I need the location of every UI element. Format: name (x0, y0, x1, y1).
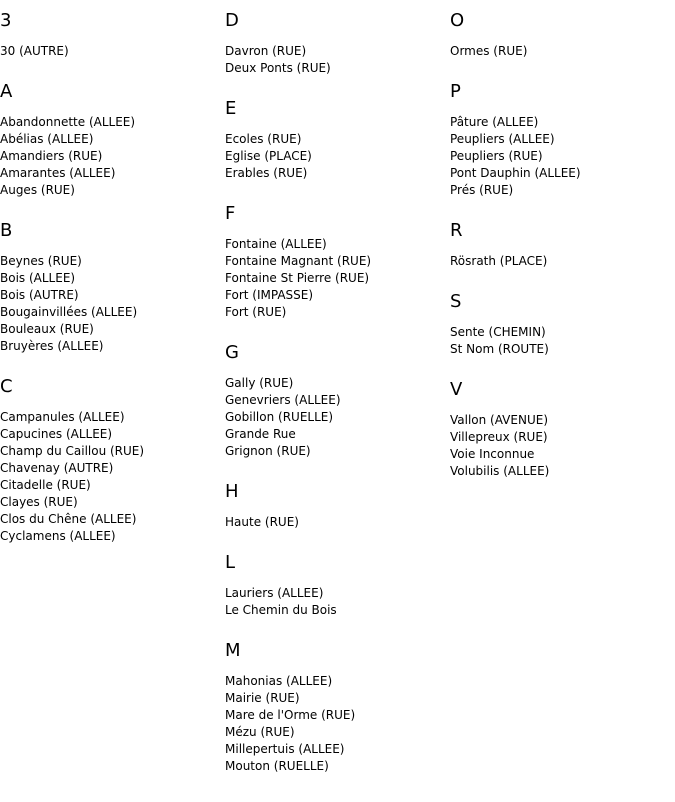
street-list-item (0, 477, 225, 494)
street-list-item (0, 321, 225, 338)
street-list-item (0, 114, 225, 131)
street-link[interactable]: Amandiers (RUE) (0, 149, 103, 163)
street-link[interactable]: Eglise (PLACE) (225, 149, 312, 163)
street-list (225, 43, 450, 77)
street-link[interactable]: Voie Inconnue (450, 447, 535, 461)
street-list-item (225, 443, 450, 460)
street-link[interactable]: Fort (IMPASSE) (225, 288, 314, 302)
street-link[interactable]: Haute (RUE) (225, 515, 299, 529)
street-list-item (225, 375, 450, 392)
street-link[interactable]: Genevriers (ALLEE) (225, 393, 341, 407)
street-list-item (0, 338, 225, 355)
street-list-item (225, 514, 450, 531)
street-list-item (450, 429, 675, 446)
street-list-item (0, 131, 225, 148)
letter-heading: P (450, 81, 461, 102)
letter-section (0, 219, 225, 355)
street-list-item (225, 741, 450, 758)
street-list-item (450, 446, 675, 463)
street-list-item (225, 287, 450, 304)
street-link[interactable]: Fontaine Magnant (RUE) (225, 254, 372, 268)
street-list (225, 236, 450, 321)
street-index-column-2 (225, 0, 450, 795)
street-link[interactable]: Bois (AUTRE) (0, 288, 79, 302)
street-link[interactable]: Capucines (ALLEE) (0, 427, 113, 441)
street-list-item (225, 304, 450, 321)
street-list (0, 253, 225, 355)
letter-section (450, 9, 675, 60)
street-link[interactable]: Pâture (ALLEE) (450, 115, 539, 129)
letter-section (450, 378, 675, 480)
letter-heading: D (225, 10, 239, 31)
street-list-item (450, 463, 675, 480)
street-link[interactable]: Gobillon (RUELLE) (225, 410, 334, 424)
street-list-item (450, 324, 675, 341)
street-list (450, 114, 675, 199)
street-list (450, 43, 675, 60)
street-list-item (225, 43, 450, 60)
street-list-item (0, 165, 225, 182)
street-list-item (225, 131, 450, 148)
street-list-item (225, 148, 450, 165)
street-link[interactable]: Ecoles (RUE) (225, 132, 302, 146)
street-list-item (225, 165, 450, 182)
street-list-item (0, 528, 225, 545)
street-link[interactable]: Le Chemin du Bois (225, 603, 337, 617)
street-list-item (450, 341, 675, 358)
street-list-item (225, 236, 450, 253)
street-list-item (225, 724, 450, 741)
street-list-item (225, 602, 450, 619)
street-list-item (450, 182, 675, 199)
street-link[interactable]: Auges (RUE) (0, 183, 75, 197)
street-link[interactable]: Pont Dauphin (ALLEE) (450, 166, 581, 180)
street-link[interactable]: Clos du Chêne (ALLEE) (0, 512, 137, 526)
letter-section (225, 341, 450, 460)
street-list (225, 514, 450, 531)
letter-heading: O (450, 10, 465, 31)
street-link[interactable]: Amarantes (ALLEE) (0, 166, 116, 180)
street-list-item (450, 253, 675, 270)
street-link[interactable]: Deux Ponts (RUE) (225, 61, 331, 75)
street-link[interactable]: Volubilis (ALLEE) (450, 464, 550, 478)
street-link[interactable]: Mairie (RUE) (225, 691, 300, 705)
street-link[interactable]: Abandonnette (ALLEE) (0, 115, 136, 129)
street-link[interactable]: Vallon (AVENUE) (450, 413, 548, 427)
street-list-item (0, 460, 225, 477)
letter-section (225, 9, 450, 77)
street-list-item (450, 131, 675, 148)
street-list-item (450, 148, 675, 165)
street-list (450, 412, 675, 480)
street-link[interactable]: Rösrath (PLACE) (450, 254, 548, 268)
letter-section (450, 80, 675, 199)
street-link[interactable]: Bougainvillées (ALLEE) (0, 305, 138, 319)
street-list (225, 673, 450, 775)
letter-section (225, 639, 450, 775)
street-link[interactable]: Champ du Caillou (RUE) (0, 444, 145, 458)
letter-section (225, 551, 450, 619)
street-link[interactable]: Grignon (RUE) (225, 444, 311, 458)
street-list (225, 375, 450, 460)
street-link[interactable]: Mare de l'Orme (RUE) (225, 708, 356, 722)
street-list-item (0, 270, 225, 287)
street-list-item (0, 253, 225, 270)
letter-heading: G (225, 342, 239, 363)
street-link[interactable]: Peupliers (ALLEE) (450, 132, 555, 146)
street-link[interactable]: Davron (RUE) (225, 44, 307, 58)
street-list-item (225, 409, 450, 426)
letter-section (0, 9, 225, 60)
street-list-item (225, 270, 450, 287)
street-link[interactable]: Fontaine St Pierre (RUE) (225, 271, 370, 285)
letter-section (225, 202, 450, 321)
street-link[interactable]: Prés (RUE) (450, 183, 514, 197)
street-list-item (225, 690, 450, 707)
street-link[interactable]: Mahonias (ALLEE) (225, 674, 333, 688)
street-link[interactable]: Clayes (RUE) (0, 495, 78, 509)
street-list-item (0, 148, 225, 165)
street-list (450, 324, 675, 358)
street-link[interactable]: Mouton (RUELLE) (225, 759, 329, 773)
street-link[interactable]: 30 (AUTRE) (0, 44, 69, 58)
street-list-item (450, 165, 675, 182)
street-list-item (225, 253, 450, 270)
street-list (225, 585, 450, 619)
street-list-item (0, 511, 225, 528)
street-list-item (0, 43, 225, 60)
street-list (0, 43, 225, 60)
street-link[interactable]: St Nom (ROUTE) (450, 342, 549, 356)
street-list-item (225, 673, 450, 690)
letter-heading: C (0, 376, 13, 397)
street-list (0, 114, 225, 199)
letter-heading: L (225, 552, 236, 573)
street-link[interactable]: Chavenay (AUTRE) (0, 461, 114, 475)
street-list-item (0, 287, 225, 304)
street-link[interactable]: Abélias (ALLEE) (0, 132, 94, 146)
street-list (450, 253, 675, 270)
letter-heading: S (450, 291, 462, 312)
street-list-item (225, 585, 450, 602)
street-link[interactable]: Citadelle (RUE) (0, 478, 91, 492)
street-link[interactable]: Beynes (RUE) (0, 254, 82, 268)
letter-section (0, 375, 225, 545)
street-list-item (225, 426, 450, 443)
street-list-item (450, 412, 675, 429)
street-list-item (0, 426, 225, 443)
street-list-item (0, 443, 225, 460)
letter-section (225, 480, 450, 531)
street-list-item (450, 114, 675, 131)
street-list (225, 131, 450, 182)
street-link[interactable]: Bouleaux (RUE) (0, 322, 94, 336)
street-list-item (0, 409, 225, 426)
letter-section (450, 290, 675, 358)
street-link[interactable]: Fort (RUE) (225, 305, 287, 319)
street-list-item (225, 60, 450, 77)
street-link[interactable]: Sente (CHEMIN) (450, 325, 546, 339)
street-list-item (225, 707, 450, 724)
letter-heading: H (225, 481, 239, 502)
letter-heading: A (0, 81, 13, 102)
letter-heading: F (225, 203, 236, 224)
letter-heading: M (225, 640, 241, 661)
street-link[interactable]: Bois (ALLEE) (0, 271, 76, 285)
street-link[interactable]: Villepreux (RUE) (450, 430, 548, 444)
letter-heading: 3 (0, 10, 12, 31)
street-index-column-3 (450, 0, 675, 500)
street-link[interactable]: Millepertuis (ALLEE) (225, 742, 345, 756)
street-link[interactable]: Erables (RUE) (225, 166, 308, 180)
street-link[interactable]: Cyclamens (ALLEE) (0, 529, 116, 543)
letter-heading: V (450, 379, 463, 400)
letter-heading: R (450, 220, 463, 241)
street-link[interactable]: Campanules (ALLEE) (0, 410, 125, 424)
street-link[interactable]: Ormes (RUE) (450, 44, 528, 58)
street-list-item (0, 494, 225, 511)
street-list-item (0, 304, 225, 321)
street-list-item (450, 43, 675, 60)
street-list-item (225, 758, 450, 775)
letter-section (225, 97, 450, 182)
street-link[interactable]: Fontaine (ALLEE) (225, 237, 327, 251)
letter-heading: E (225, 98, 237, 119)
letter-heading: B (0, 220, 13, 241)
street-link[interactable]: Mézu (RUE) (225, 725, 295, 739)
street-link[interactable]: Gally (RUE) (225, 376, 294, 390)
street-link[interactable]: Grande Rue (225, 427, 296, 441)
street-list-item (225, 392, 450, 409)
letter-section (0, 80, 225, 199)
street-index-column-1 (0, 0, 225, 565)
street-list-item (0, 182, 225, 199)
street-link[interactable]: Bruyères (ALLEE) (0, 339, 104, 353)
street-link[interactable]: Lauriers (ALLEE) (225, 586, 324, 600)
street-list (0, 409, 225, 545)
letter-section (450, 219, 675, 270)
street-link[interactable]: Peupliers (RUE) (450, 149, 543, 163)
